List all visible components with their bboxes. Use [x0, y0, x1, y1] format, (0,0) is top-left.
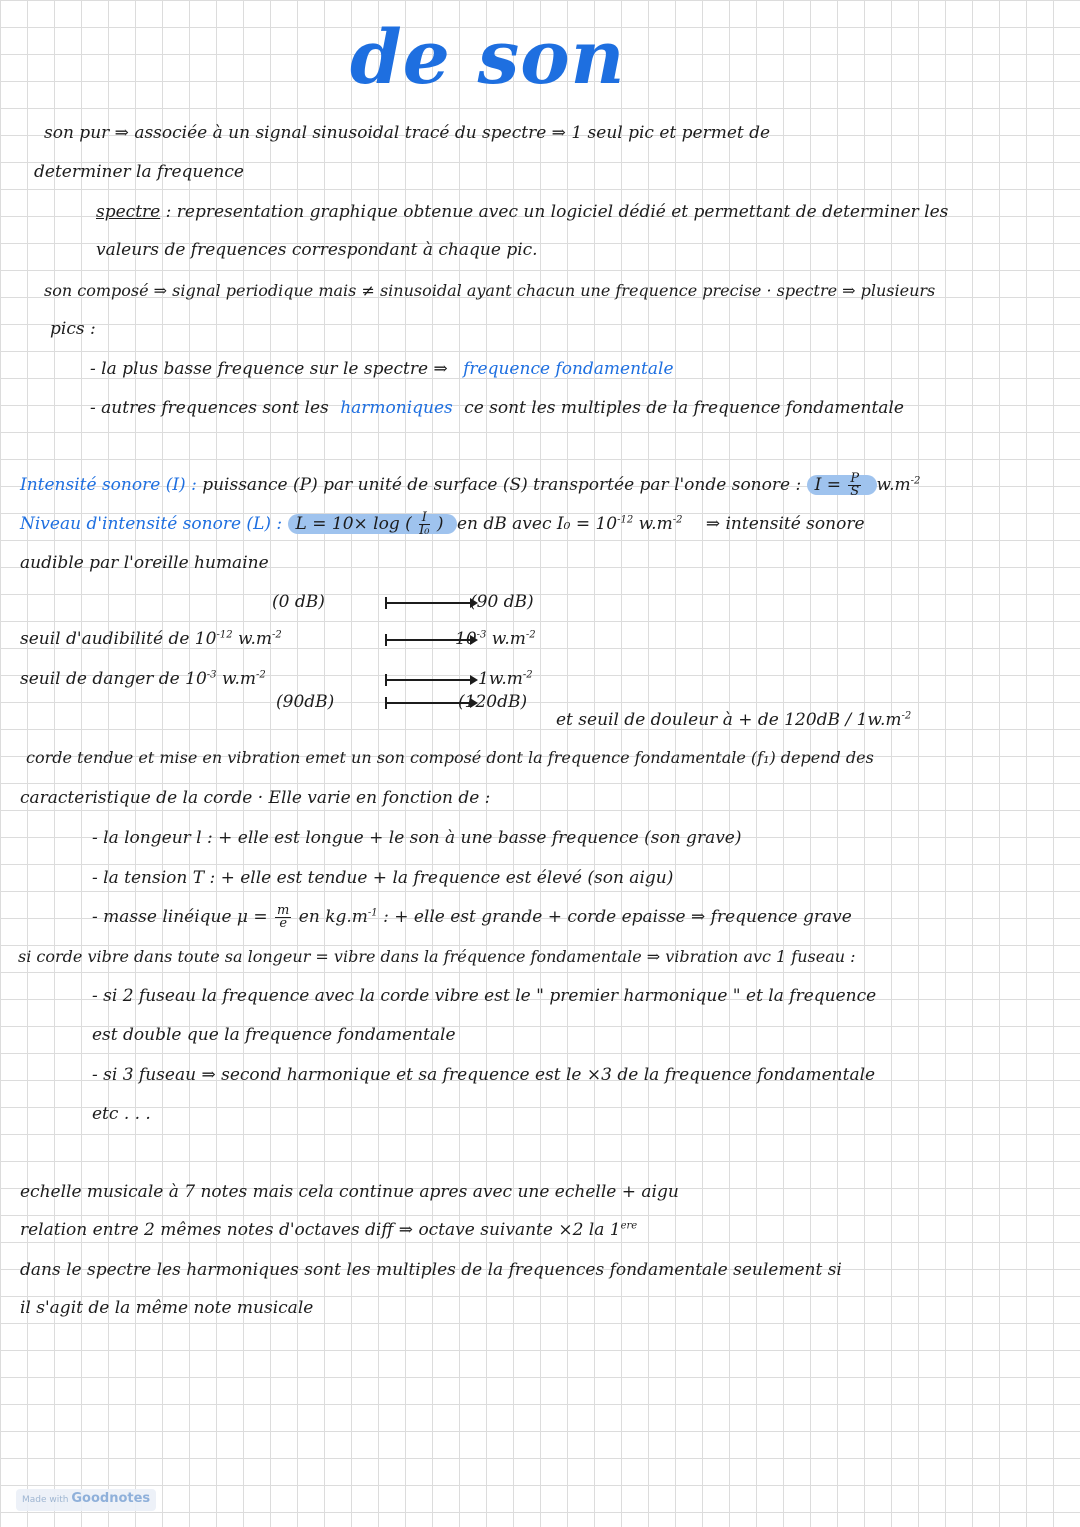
octaves-text: relation entre 2 mêmes notes d'octaves diff ⇒ octave suivante ×2 la 1 — [20, 1220, 621, 1240]
text-line-double: est double que la frequence fondamentale — [92, 1025, 456, 1045]
level-denominator: I₀ — [419, 523, 430, 538]
audibility-right-exp: -3 — [476, 629, 487, 641]
level-formula: L = 10× log ( — [295, 514, 412, 534]
intensity-denominator: S — [850, 484, 860, 499]
text-line-spectrum-harmonics: dans le spectre les harmoniques sont les multiples de la frequences fondamentale seulement si — [20, 1260, 842, 1280]
danger-unit: w.m — [221, 669, 256, 689]
goodnotes-brand: Goodnotes — [71, 1491, 151, 1506]
text-line-pain-threshold — [556, 708, 911, 732]
text-line-audibility-threshold — [20, 627, 282, 651]
page-title: de son — [350, 15, 626, 101]
level-formula-close: ) — [436, 514, 444, 534]
harmonics-definition: ce sont les multiples de la frequence fondamentale — [464, 398, 904, 418]
pain-threshold: et seuil de douleur à + de 120dB / 1w.m — [556, 710, 902, 730]
audibility-unit: w.m — [237, 629, 273, 649]
level-tail: ⇒ intensité sonore — [705, 514, 865, 534]
level-formula-highlight — [288, 510, 457, 538]
text-line-characteristics: caracteristique de la corde · Elle varie en fonction de : — [20, 788, 491, 808]
fundamental-frequency-term: frequence fondamentale — [463, 359, 674, 379]
text-line-danger-threshold — [20, 667, 266, 691]
linear-mass-rest: : + elle est grande + corde epaisse ⇒ frequence grave — [383, 907, 852, 927]
text-line-fundamental — [90, 357, 674, 381]
text-line-three-spindles: - si 3 fuseau ⇒ second harmonique et sa frequence est le ×3 de la frequence fondamentale — [92, 1065, 876, 1085]
danger-label: seuil de danger de 10 — [20, 669, 207, 689]
text-line-etc: etc . . . — [92, 1104, 151, 1124]
db-right-bottom: (120dB) — [458, 692, 528, 712]
arrow-danger — [378, 667, 484, 691]
text-line-level — [20, 512, 865, 537]
audibility-unit-exp: -2 — [272, 629, 282, 641]
made-with-text: Made with — [22, 1495, 69, 1505]
intensity-fraction — [848, 473, 861, 498]
text-line-same-note: il s'agit de la même note musicale — [20, 1298, 314, 1318]
linear-mass-fraction — [275, 905, 291, 930]
text-line-audible: audible par l'oreille humaine — [20, 553, 269, 573]
octaves-exp: ere — [620, 1220, 638, 1232]
audibility-right-unit: w.m — [491, 629, 526, 649]
intensity-unit-exp: -2 — [910, 475, 921, 487]
db-left-bottom: (90dB) — [276, 692, 335, 712]
audibility-exp: -12 — [216, 629, 233, 641]
level-fraction — [419, 512, 429, 537]
audibility-right-unit-exp: -2 — [525, 629, 536, 641]
db-left-top: (0 dB) — [272, 592, 325, 612]
lowest-frequency-text: - la plus basse frequence sur le spectre ⇒ — [90, 359, 448, 379]
other-frequencies-text: - autres frequences sont les — [90, 398, 329, 418]
text-line-linear-mass — [92, 905, 852, 930]
level-reference: en dB avec I₀ = 10 — [456, 514, 618, 534]
level-numerator: I — [419, 512, 429, 525]
db-right-top: (90 dB) — [470, 592, 534, 612]
text-line-spectre — [96, 200, 948, 224]
linear-mass-label: - masse linéique μ = — [92, 907, 268, 927]
text-line-length: - la longeur l : + elle est longue + le son à une basse frequence (son grave) — [92, 828, 742, 848]
text-line-pics: pics : — [50, 319, 96, 339]
audibility-right-value: 10 — [455, 629, 477, 649]
intensity-formula-highlight — [807, 471, 877, 499]
audibility-right — [455, 627, 536, 651]
text-line-string: corde tendue et mise en vibration emet un son composé dont la frequence fondamentale (f₁) depend des — [26, 748, 874, 767]
linear-mass-unit: en kg.m — [298, 907, 368, 927]
text-line-frequency: determiner la frequence — [34, 162, 244, 182]
intensity-unit: w.m — [876, 475, 911, 495]
text-line-values: valeurs de frequences correspondant à chaque pic. — [96, 240, 538, 260]
intensity-definition: puissance (P) par unité de surface (S) transportée par l'onde sonore : — [202, 475, 802, 495]
danger-unit-exp: -2 — [256, 669, 266, 681]
text-line-tension: - la tension T : + elle est tendue + la frequence est élevé (son aigu) — [92, 868, 674, 888]
text-line-octaves — [20, 1218, 637, 1242]
level-reference-exp: -12 — [617, 514, 634, 526]
linear-mass-numerator: m — [277, 903, 290, 918]
text-line-full-length: si corde vibre dans toute sa longeur = vibre dans la fréquence fondamentale ⇒ vibration avc 1 fuseau : — [18, 947, 856, 966]
goodnotes-watermark — [16, 1489, 156, 1511]
linear-mass-unit-exp: -1 — [367, 907, 378, 919]
arrow-top — [378, 590, 484, 614]
danger-exp: -3 — [206, 669, 217, 681]
spectre-label: spectre — [96, 202, 161, 222]
text-line-intensity — [20, 473, 920, 498]
linear-mass-denominator: e — [279, 916, 288, 931]
harmonics-term: harmoniques — [340, 398, 453, 418]
pain-threshold-exp: -2 — [901, 710, 912, 722]
level-reference-unit-exp: -2 — [672, 514, 683, 526]
danger-right-value: 1w.m — [478, 669, 523, 689]
text-line-musical-scale: echelle musicale à 7 notes mais cela continue apres avec une echelle + aigu — [20, 1182, 679, 1202]
danger-right-exp: -2 — [522, 669, 533, 681]
text-line-composed-sound: son composé ⇒ signal periodique mais ≠ sinusoidal ayant chacun une frequence precise · spectre ⇒ plusieurs — [44, 281, 936, 300]
audibility-label: seuil d'audibilité de 10 — [20, 629, 217, 649]
level-reference-unit: w.m — [638, 514, 673, 534]
intensity-label: Intensité sonore (I) : — [20, 475, 197, 495]
intensity-formula: I = — [814, 475, 841, 495]
text-line-harmonics — [90, 396, 904, 420]
text-line-pure-sound: son pur ⇒ associée à un signal sinusoidal tracé du spectre ⇒ 1 seul pic et permet de — [44, 123, 771, 143]
danger-right — [478, 667, 533, 691]
level-label: Niveau d'intensité sonore (L) : — [20, 514, 283, 534]
intensity-numerator: P — [850, 471, 860, 486]
text-line-two-spindles: - si 2 fuseau la frequence avec la corde vibre est le " premier harmonique " et la frequence — [92, 986, 877, 1006]
spectre-definition: : representation graphique obtenue avec un logiciel dédié et permettant de determiner les — [165, 202, 949, 222]
